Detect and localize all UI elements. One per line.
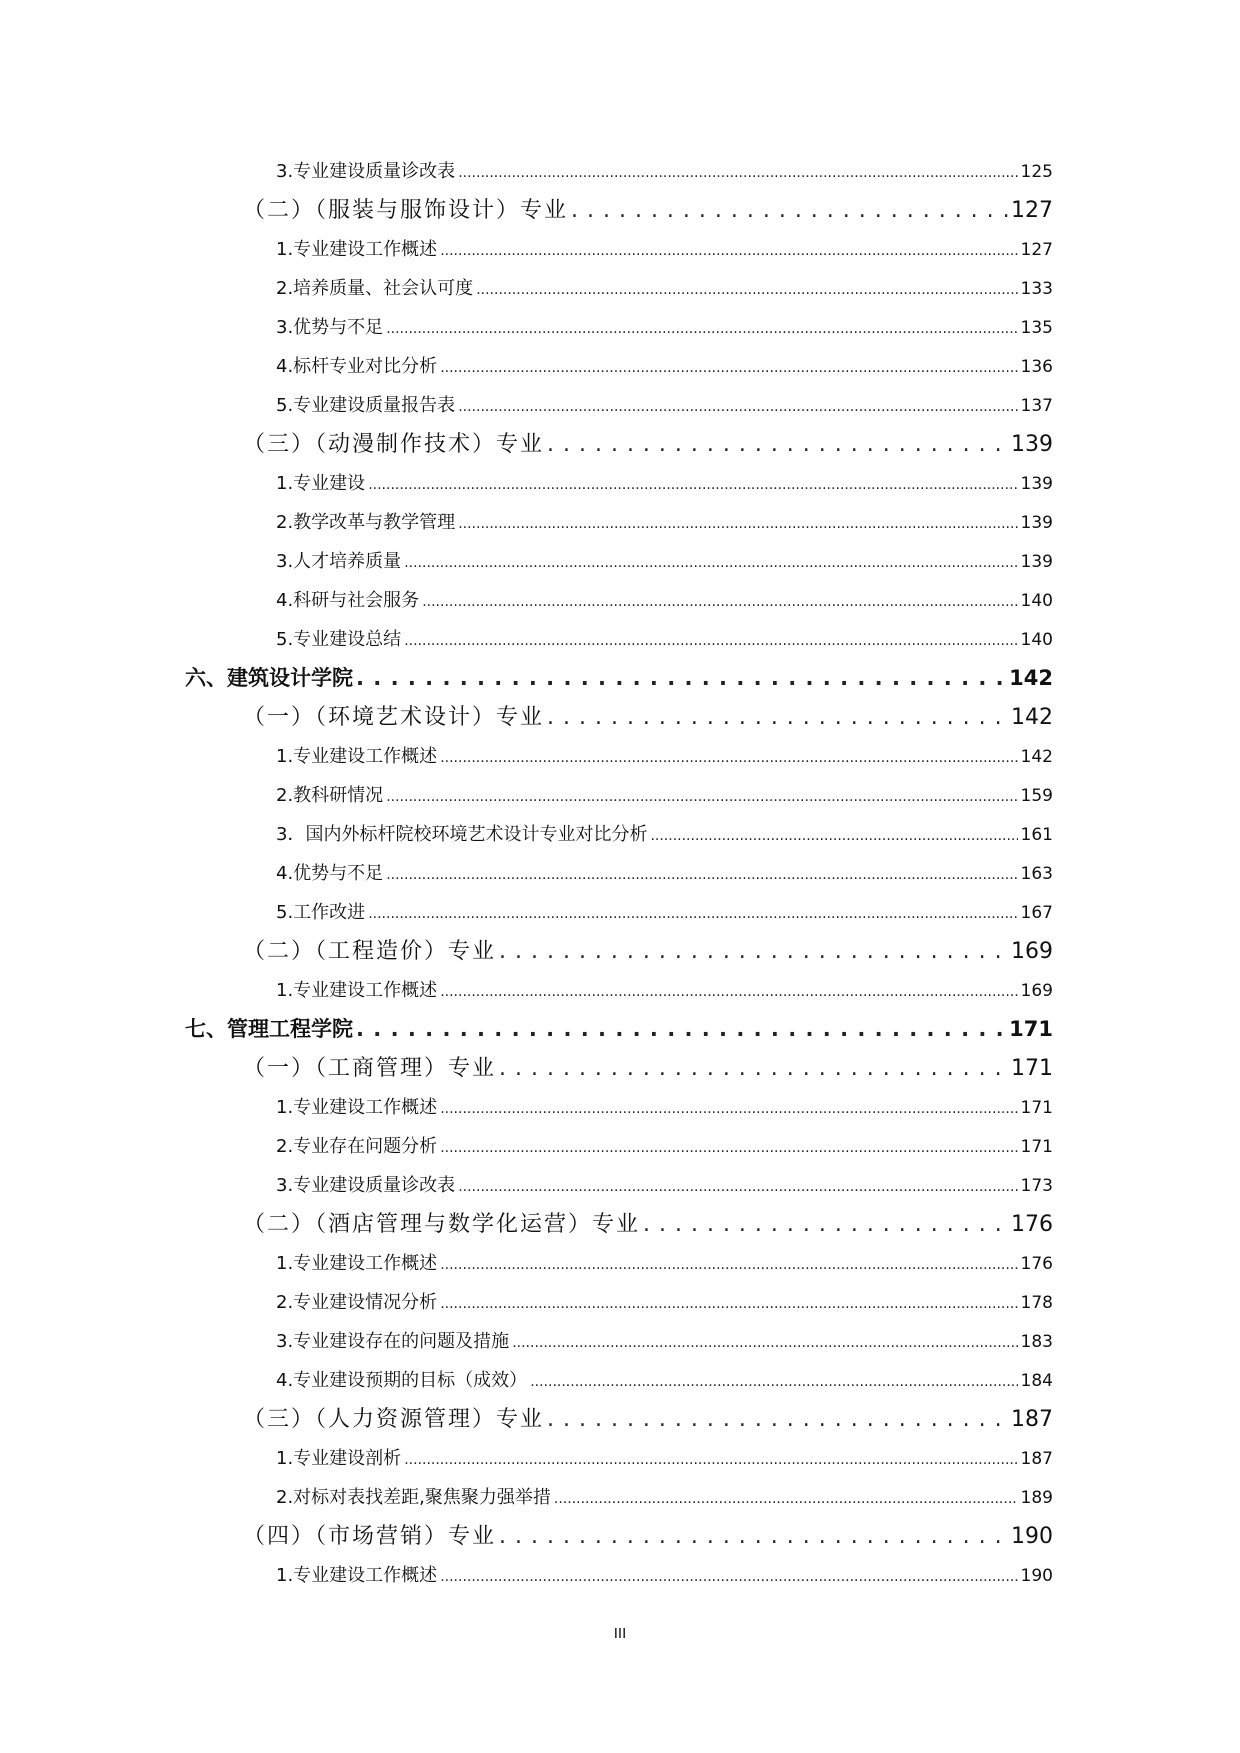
toc-entry-title: 1.专业建设 xyxy=(276,473,366,494)
dot-leader xyxy=(368,893,1017,934)
toc-entry-page-number: 139 xyxy=(1011,432,1053,457)
toc-entry-level-2[interactable] xyxy=(0,1517,1240,1556)
toc-entry-level-2[interactable] xyxy=(0,1400,1240,1439)
toc-entry-title: 5.专业建设质量报告表 xyxy=(276,395,456,416)
toc-entry-title: 3.人才培养质量 xyxy=(276,551,402,572)
toc-entry-page-number: 127 xyxy=(1011,198,1053,223)
toc-entry-level-3[interactable] xyxy=(0,620,1240,659)
toc-entry-level-3[interactable] xyxy=(0,464,1240,503)
toc-entry-page-number: 139 xyxy=(1020,474,1053,494)
toc-entry-title: 4.标杆专业对比分析 xyxy=(276,356,438,377)
toc-entry-level-2[interactable] xyxy=(0,425,1240,464)
dot-leader xyxy=(476,269,1017,310)
toc-entry-level-3[interactable] xyxy=(0,347,1240,386)
toc-entry-title: 1.专业建设工作概述 xyxy=(276,980,438,1001)
dot-leader xyxy=(458,152,1017,193)
toc-entry-page-number: 140 xyxy=(1020,630,1053,650)
dot-leader xyxy=(422,581,1017,622)
toc-entry-level-3[interactable] xyxy=(0,971,1240,1010)
toc-entry-level-3[interactable] xyxy=(0,854,1240,893)
toc-entry-page-number: 139 xyxy=(1020,513,1053,533)
dot-leader xyxy=(499,1517,1008,1556)
dot-leader xyxy=(440,230,1017,271)
dot-leader xyxy=(547,425,1008,464)
toc-entry-title: 2.培养质量、社会认可度 xyxy=(276,278,474,299)
toc-entry-level-2[interactable] xyxy=(0,932,1240,971)
toc-entry-title: 1.专业建设工作概述 xyxy=(276,746,438,767)
toc-entry-title: 1.专业建设工作概述 xyxy=(276,1097,438,1118)
toc-entry-level-3[interactable] xyxy=(0,1244,1240,1283)
table-of-contents xyxy=(0,152,1240,1595)
toc-entry-page-number: 171 xyxy=(1011,1056,1053,1081)
toc-entry-page-number: 142 xyxy=(1009,666,1053,690)
dot-leader xyxy=(650,815,1017,856)
toc-entry-level-3[interactable] xyxy=(0,1088,1240,1127)
toc-entry-level-1[interactable] xyxy=(0,659,1240,698)
toc-entry-level-3[interactable] xyxy=(0,386,1240,425)
toc-entry-level-3[interactable] xyxy=(0,581,1240,620)
toc-entry-page-number: 163 xyxy=(1020,864,1053,884)
toc-entry-title: 3.专业建设质量诊改表 xyxy=(276,1175,456,1196)
toc-entry-title: 2.专业存在问题分析 xyxy=(276,1136,438,1157)
toc-entry-page-number: 125 xyxy=(1020,162,1053,182)
dot-leader xyxy=(440,1283,1017,1324)
toc-entry-title: （三）（人力资源管理）专业 xyxy=(243,1407,545,1432)
dot-leader xyxy=(404,1439,1017,1480)
toc-entry-title: （三）（动漫制作技术）专业 xyxy=(243,432,545,457)
dot-leader xyxy=(530,1361,1017,1402)
toc-entry-level-3[interactable] xyxy=(0,1166,1240,1205)
toc-entry-page-number: 190 xyxy=(1020,1566,1053,1586)
dot-leader xyxy=(440,971,1017,1012)
dot-leader xyxy=(571,191,1008,230)
toc-entry-page-number: 136 xyxy=(1020,357,1053,377)
toc-entry-level-3[interactable] xyxy=(0,152,1240,191)
toc-entry-title: 七、管理工程学院 xyxy=(185,1017,353,1041)
toc-entry-title: 1.专业建设工作概述 xyxy=(276,239,438,260)
dot-leader xyxy=(643,1205,1008,1244)
toc-entry-title: 1.专业建设剖析 xyxy=(276,1448,402,1469)
toc-entry-level-3[interactable] xyxy=(0,1439,1240,1478)
toc-entry-title: 3．国内外标杆院校环境艺术设计专业对比分析 xyxy=(276,824,648,845)
dot-leader xyxy=(458,386,1017,427)
toc-entry-level-3[interactable] xyxy=(0,1322,1240,1361)
toc-entry-level-3[interactable] xyxy=(0,776,1240,815)
toc-entry-title: （四）（市场营销）专业 xyxy=(243,1524,497,1549)
toc-entry-title: 2.教学改革与教学管理 xyxy=(276,512,456,533)
dot-leader xyxy=(547,1400,1008,1439)
toc-entry-page-number: 171 xyxy=(1020,1098,1053,1118)
toc-entry-page-number: 187 xyxy=(1011,1407,1053,1432)
toc-entry-level-2[interactable] xyxy=(0,191,1240,230)
dot-leader xyxy=(440,737,1017,778)
toc-entry-page-number: 176 xyxy=(1020,1254,1053,1274)
dot-leader xyxy=(440,1088,1017,1129)
dot-leader xyxy=(499,932,1008,971)
dot-leader xyxy=(440,1244,1017,1285)
toc-entry-page-number: 133 xyxy=(1020,279,1053,299)
toc-entry-level-3[interactable] xyxy=(0,1127,1240,1166)
toc-entry-title: 5.工作改进 xyxy=(276,902,366,923)
dot-leader xyxy=(440,1556,1017,1597)
dot-leader xyxy=(404,542,1017,583)
toc-entry-page-number: 183 xyxy=(1020,1332,1053,1352)
toc-entry-page-number: 161 xyxy=(1020,825,1053,845)
toc-entry-level-2[interactable] xyxy=(0,698,1240,737)
toc-entry-page-number: 187 xyxy=(1020,1449,1053,1469)
toc-entry-level-3[interactable] xyxy=(0,308,1240,347)
dot-leader xyxy=(440,1127,1017,1168)
toc-entry-level-3[interactable] xyxy=(0,815,1240,854)
toc-entry-page-number: 178 xyxy=(1020,1293,1053,1313)
toc-entry-title: 5.专业建设总结 xyxy=(276,629,402,650)
dot-leader xyxy=(458,503,1017,544)
dot-leader xyxy=(440,347,1017,388)
toc-entry-level-3[interactable] xyxy=(0,1283,1240,1322)
toc-entry-title: 2.教科研情况 xyxy=(276,785,384,806)
dot-leader xyxy=(458,1166,1017,1207)
toc-entry-level-3[interactable] xyxy=(0,893,1240,932)
toc-entry-page-number: 190 xyxy=(1011,1524,1053,1549)
dot-leader xyxy=(368,464,1017,505)
toc-entry-level-3[interactable] xyxy=(0,269,1240,308)
toc-entry-page-number: 184 xyxy=(1020,1371,1053,1391)
dot-leader xyxy=(404,620,1017,661)
toc-entry-title: 4.专业建设预期的目标（成效） xyxy=(276,1370,528,1391)
toc-entry-page-number: 171 xyxy=(1020,1137,1053,1157)
toc-entry-page-number: 189 xyxy=(1020,1488,1053,1508)
toc-entry-title: 1.专业建设工作概述 xyxy=(276,1565,438,1586)
toc-entry-page-number: 169 xyxy=(1020,981,1053,1001)
dot-leader xyxy=(554,1478,1018,1519)
toc-entry-title: 4.优势与不足 xyxy=(276,863,384,884)
toc-entry-page-number: 142 xyxy=(1011,705,1053,730)
toc-entry-page-number: 169 xyxy=(1011,939,1053,964)
toc-entry-title: 2.对标对表找差距,聚焦聚力强举措 xyxy=(276,1487,551,1508)
toc-entry-level-2[interactable] xyxy=(0,1205,1240,1244)
dot-leader xyxy=(386,308,1017,349)
toc-entry-page-number: 176 xyxy=(1011,1212,1053,1237)
toc-entry-page-number: 173 xyxy=(1020,1176,1053,1196)
toc-entry-title: 3.专业建设质量诊改表 xyxy=(276,161,456,182)
toc-entry-level-3[interactable] xyxy=(0,1556,1240,1595)
toc-entry-title: 3.优势与不足 xyxy=(276,317,384,338)
toc-entry-title: （一）（环境艺术设计）专业 xyxy=(243,705,545,730)
toc-entry-title: 1.专业建设工作概述 xyxy=(276,1253,438,1274)
dot-leader xyxy=(356,1010,1006,1049)
toc-entry-title: （二）（服装与服饰设计）专业 xyxy=(243,198,569,223)
dot-leader xyxy=(547,698,1008,737)
toc-entry-level-3[interactable] xyxy=(0,1478,1240,1517)
toc-entry-level-2[interactable] xyxy=(0,1049,1240,1088)
dot-leader xyxy=(356,659,1006,698)
toc-entry-page-number: 159 xyxy=(1020,786,1053,806)
toc-entry-level-3[interactable] xyxy=(0,1361,1240,1400)
toc-entry-level-1[interactable] xyxy=(0,1010,1240,1049)
toc-entry-page-number: 171 xyxy=(1009,1017,1053,1041)
toc-entry-page-number: 127 xyxy=(1020,240,1053,260)
toc-entry-page-number: 140 xyxy=(1020,591,1053,611)
dot-leader xyxy=(386,776,1017,817)
toc-entry-level-3[interactable] xyxy=(0,503,1240,542)
toc-entry-page-number: 135 xyxy=(1020,318,1053,338)
dot-leader xyxy=(386,854,1017,895)
toc-entry-page-number: 137 xyxy=(1020,396,1053,416)
toc-entry-title: 六、建筑设计学院 xyxy=(185,666,353,690)
toc-entry-title: 3.专业建设存在的问题及措施 xyxy=(276,1331,510,1352)
toc-entry-title: （二）（工程造价）专业 xyxy=(243,939,497,964)
toc-entry-level-3[interactable] xyxy=(0,542,1240,581)
toc-entry-title: 4.科研与社会服务 xyxy=(276,590,420,611)
toc-entry-level-3[interactable] xyxy=(0,737,1240,776)
dot-leader xyxy=(512,1322,1017,1363)
toc-entry-level-3[interactable] xyxy=(0,230,1240,269)
toc-entry-page-number: 167 xyxy=(1020,903,1053,923)
toc-entry-title: 2.专业建设情况分析 xyxy=(276,1292,438,1313)
page-number: III xyxy=(613,1625,627,1642)
toc-entry-page-number: 139 xyxy=(1020,552,1053,572)
dot-leader xyxy=(499,1049,1008,1088)
toc-entry-title: （二）（酒店管理与数学化运营）专业 xyxy=(243,1212,641,1237)
toc-entry-title: （一）（工商管理）专业 xyxy=(243,1056,497,1081)
toc-entry-page-number: 142 xyxy=(1020,747,1053,767)
